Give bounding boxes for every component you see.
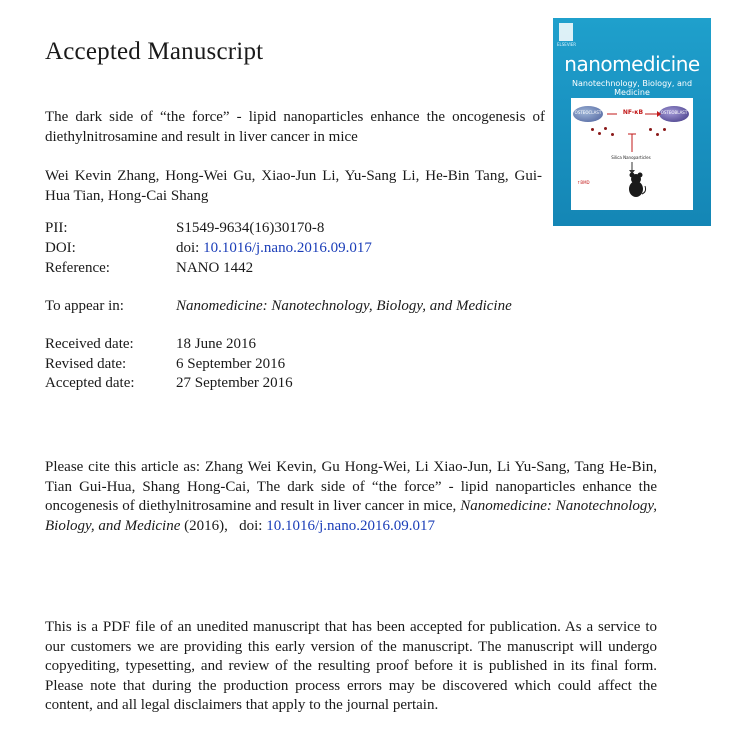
pii-label: PII: <box>45 220 68 236</box>
citation-text: Please cite this article as: Zhang Wei Kevin, Gu Hong-Wei, Li Xiao-Jun, Li Yu-Sang, Tang He-Bin, Tian Gui-Hua, Shang Hong-Cai, The dark side of “the force” - lipid nanoparticles enhance the oncogenesis of diethylnitrosamine and result in liver cancer in mice, <box>45 459 657 514</box>
particle-dot <box>591 128 594 131</box>
appear-row <box>45 296 512 316</box>
received-value: 18 June 2016 <box>176 336 256 352</box>
journal-cover <box>553 18 711 226</box>
accepted-label: Accepted date: <box>45 375 135 391</box>
citation-suffix: (2016), doi: <box>180 517 267 534</box>
accepted-value: 27 September 2016 <box>176 375 293 391</box>
mouse-label: ↑BMD <box>577 180 590 185</box>
pii-value: S1549-9634(16)30170-8 <box>176 220 325 236</box>
doi-prefix: doi: <box>176 240 204 256</box>
particle-dot <box>663 128 666 131</box>
pii-row <box>45 218 324 238</box>
doi-row <box>45 238 372 258</box>
mouse-icon <box>625 172 647 198</box>
received-row <box>45 334 256 354</box>
publisher-logo-icon <box>559 23 573 41</box>
particle-dot <box>598 132 601 135</box>
particles-label: Silica Nanoparticles <box>611 155 651 160</box>
received-label: Received date: <box>45 336 134 352</box>
article-authors: Wei Kevin Zhang, Hong-Wei Gu, Xiao-Jun Li, Yu-Sang Li, He-Bin Tang, Gui-Hua Tian, Hong-Cai Shang <box>45 168 542 204</box>
particle-dot <box>604 127 607 130</box>
doi-label: DOI: <box>45 240 76 256</box>
left-cell-label: OSTEOCLAST <box>574 110 602 115</box>
revised-value: 6 September 2016 <box>176 356 286 372</box>
citation-journal: Nanomedicine: Nanotechnology, Biology, and Medicine <box>45 498 657 534</box>
particle-dot <box>656 133 659 136</box>
revised-label: Revised date: <box>45 356 127 372</box>
particle-dot <box>611 133 614 136</box>
right-cell-label: OSTEOBLAST <box>660 110 688 115</box>
publisher-mark: ELSEVIER <box>557 42 577 47</box>
cover-figure <box>571 98 693 210</box>
pathway-label: NF-κB <box>622 109 644 116</box>
reference-label: Reference: <box>45 260 110 276</box>
citation-paragraph <box>45 458 657 536</box>
cover-subtitle: Nanotechnology, Biology, and Medicine <box>571 79 693 97</box>
cover-journal-title: nanomedicine <box>564 52 700 76</box>
particle-dot <box>649 128 652 131</box>
notice-paragraph: This is a PDF file of an unedited manuscript that has been accepted for publication. As a service to our customers we are providing this early version of the manuscript. The manuscript will undergo copyediting, typesetting, and review of the resulting proof before it is published in its final form. Please note that during the production process errors may be discovered which could affect the content, and all legal disclaimers that apply to the journal pertain. <box>45 619 657 713</box>
appear-label: To appear in: <box>45 298 124 314</box>
doi-link[interactable]: 10.1016/j.nano.2016.09.017 <box>203 240 372 256</box>
accepted-row <box>45 373 293 393</box>
appear-value: Nanomedicine: Nanotechnology, Biology, and Medicine <box>176 298 512 314</box>
article-title: The dark side of “the force” - lipid nanoparticles enhance the oncogenesis of diethylnitrosamine and result in liver cancer in mice <box>45 109 545 145</box>
reference-row <box>45 258 253 278</box>
reference-value: NANO 1442 <box>176 260 254 276</box>
revised-row <box>45 354 285 374</box>
page-heading: Accepted Manuscript <box>45 38 264 65</box>
citation-doi-link[interactable]: 10.1016/j.nano.2016.09.017 <box>266 517 435 534</box>
